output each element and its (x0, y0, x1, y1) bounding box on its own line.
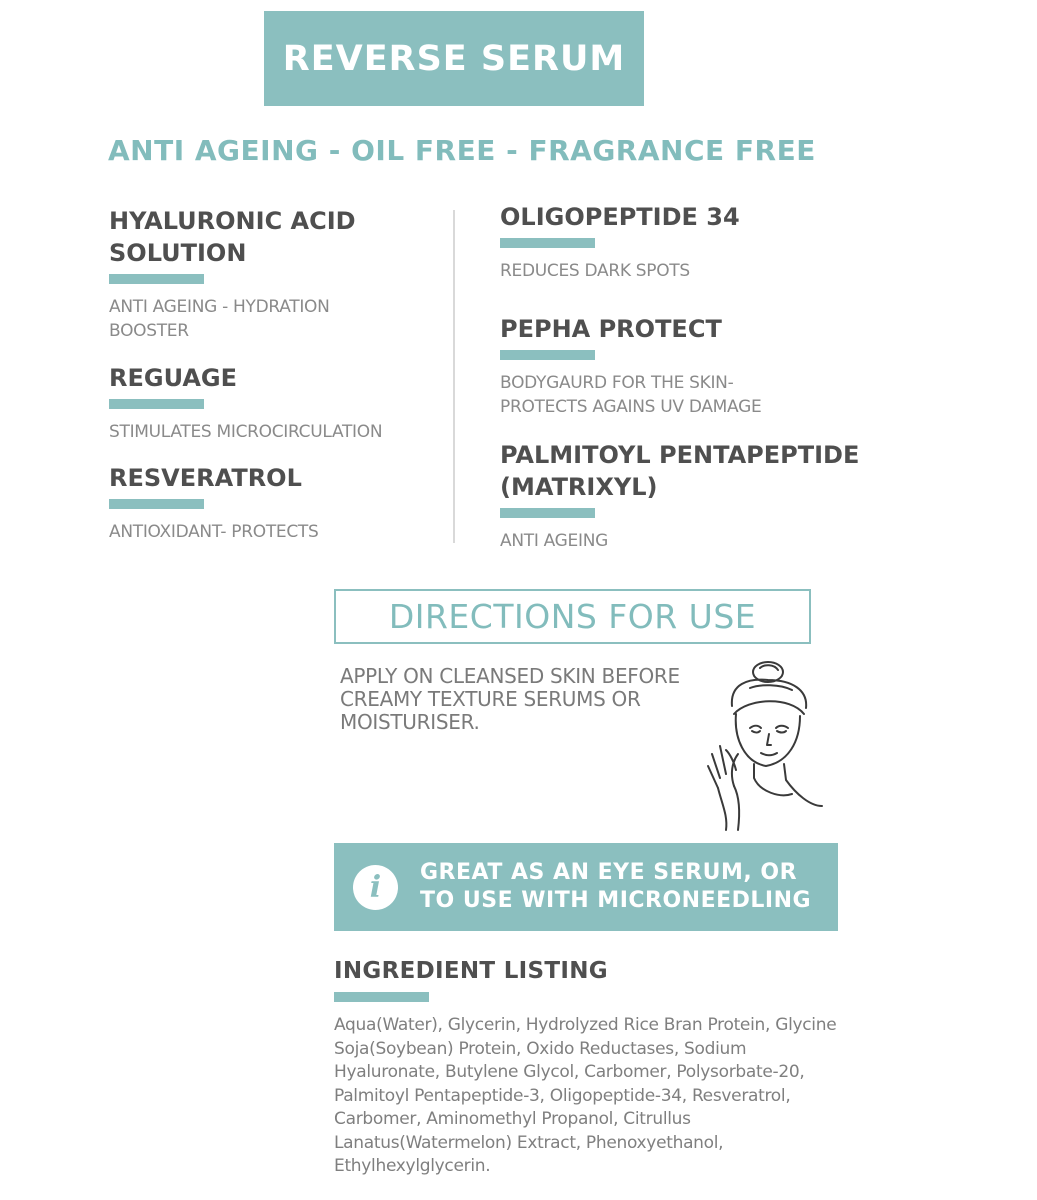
ingredient-name: RESVERATROL (109, 464, 302, 492)
ingredient-pepha-protect (500, 313, 880, 419)
tip-text: GREAT AS AN EYE SERUM, OR TO USE WITH MICRONEEDLING (420, 860, 812, 913)
ingredient-description: STIMULATES MICROCIRCULATION (109, 422, 383, 442)
accent-bar (109, 499, 204, 509)
ingredient-hyaluronic (109, 205, 409, 343)
ingredient-name: HYALURONIC ACID SOLUTION (109, 207, 356, 267)
ingredient-name: PALMITOYL PENTAPEPTIDE (MATRIXYL) (500, 441, 860, 501)
face-application-icon (700, 658, 825, 833)
ingredient-description: ANTI AGEING - HYDRATION BOOSTER (109, 297, 330, 341)
column-divider (453, 210, 455, 543)
ingredient-name: PEPHA PROTECT (500, 315, 722, 343)
page-title: REVERSE SERUM (282, 38, 626, 79)
directions-heading-box (334, 589, 811, 644)
tagline: ANTI AGEING - OIL FREE - FRAGRANCE FREE (108, 134, 816, 167)
accent-bar (500, 350, 595, 360)
accent-bar (500, 238, 595, 248)
ingredient-description: REDUCES DARK SPOTS (500, 261, 690, 281)
title-banner (264, 11, 644, 106)
ingredient-listing-text: Aqua(Water), Glycerin, Hydrolyzed Rice Bran Protein, Glycine Soja(Soybean) Protein, Oxido Reductases, Sodium Hyaluronate, Butylene Glycol, Carbomer, Polysorbate-20, Palmitoyl Pentapeptide-3, Oligopeptide-34, Resveratrol, Carbomer, Aminomethyl Propanol, Citrullus Lanatus(Watermelon) Extract, Phenoxyethanol, Ethylhexylglycerin. (334, 1015, 837, 1176)
ingredient-reguage (109, 362, 429, 444)
ingredient-palmitoyl (500, 439, 880, 553)
ingredient-description: ANTIOXIDANT- PROTECTS (109, 522, 319, 542)
accent-bar (109, 399, 204, 409)
accent-bar (500, 508, 595, 518)
ingredient-oligopeptide (500, 201, 880, 283)
accent-bar (109, 274, 204, 284)
directions-text: APPLY ON CLEANSED SKIN BEFORE CREAMY TEXTURE SERUMS OR MOISTURISER. (340, 664, 680, 734)
tip-banner (334, 843, 838, 931)
ingredient-description: ANTI AGEING (500, 531, 608, 551)
accent-bar (334, 992, 429, 1002)
ingredient-name: OLIGOPEPTIDE 34 (500, 203, 740, 231)
ingredient-name: REGUAGE (109, 364, 237, 392)
ingredient-listing-heading: INGREDIENT LISTING (334, 958, 608, 984)
ingredient-description: BODYGAURD FOR THE SKIN- PROTECTS AGAINS UV DAMAGE (500, 373, 762, 417)
ingredient-resveratrol (109, 462, 429, 544)
directions-heading: DIRECTIONS FOR USE (388, 597, 757, 636)
info-icon: i (353, 865, 398, 910)
